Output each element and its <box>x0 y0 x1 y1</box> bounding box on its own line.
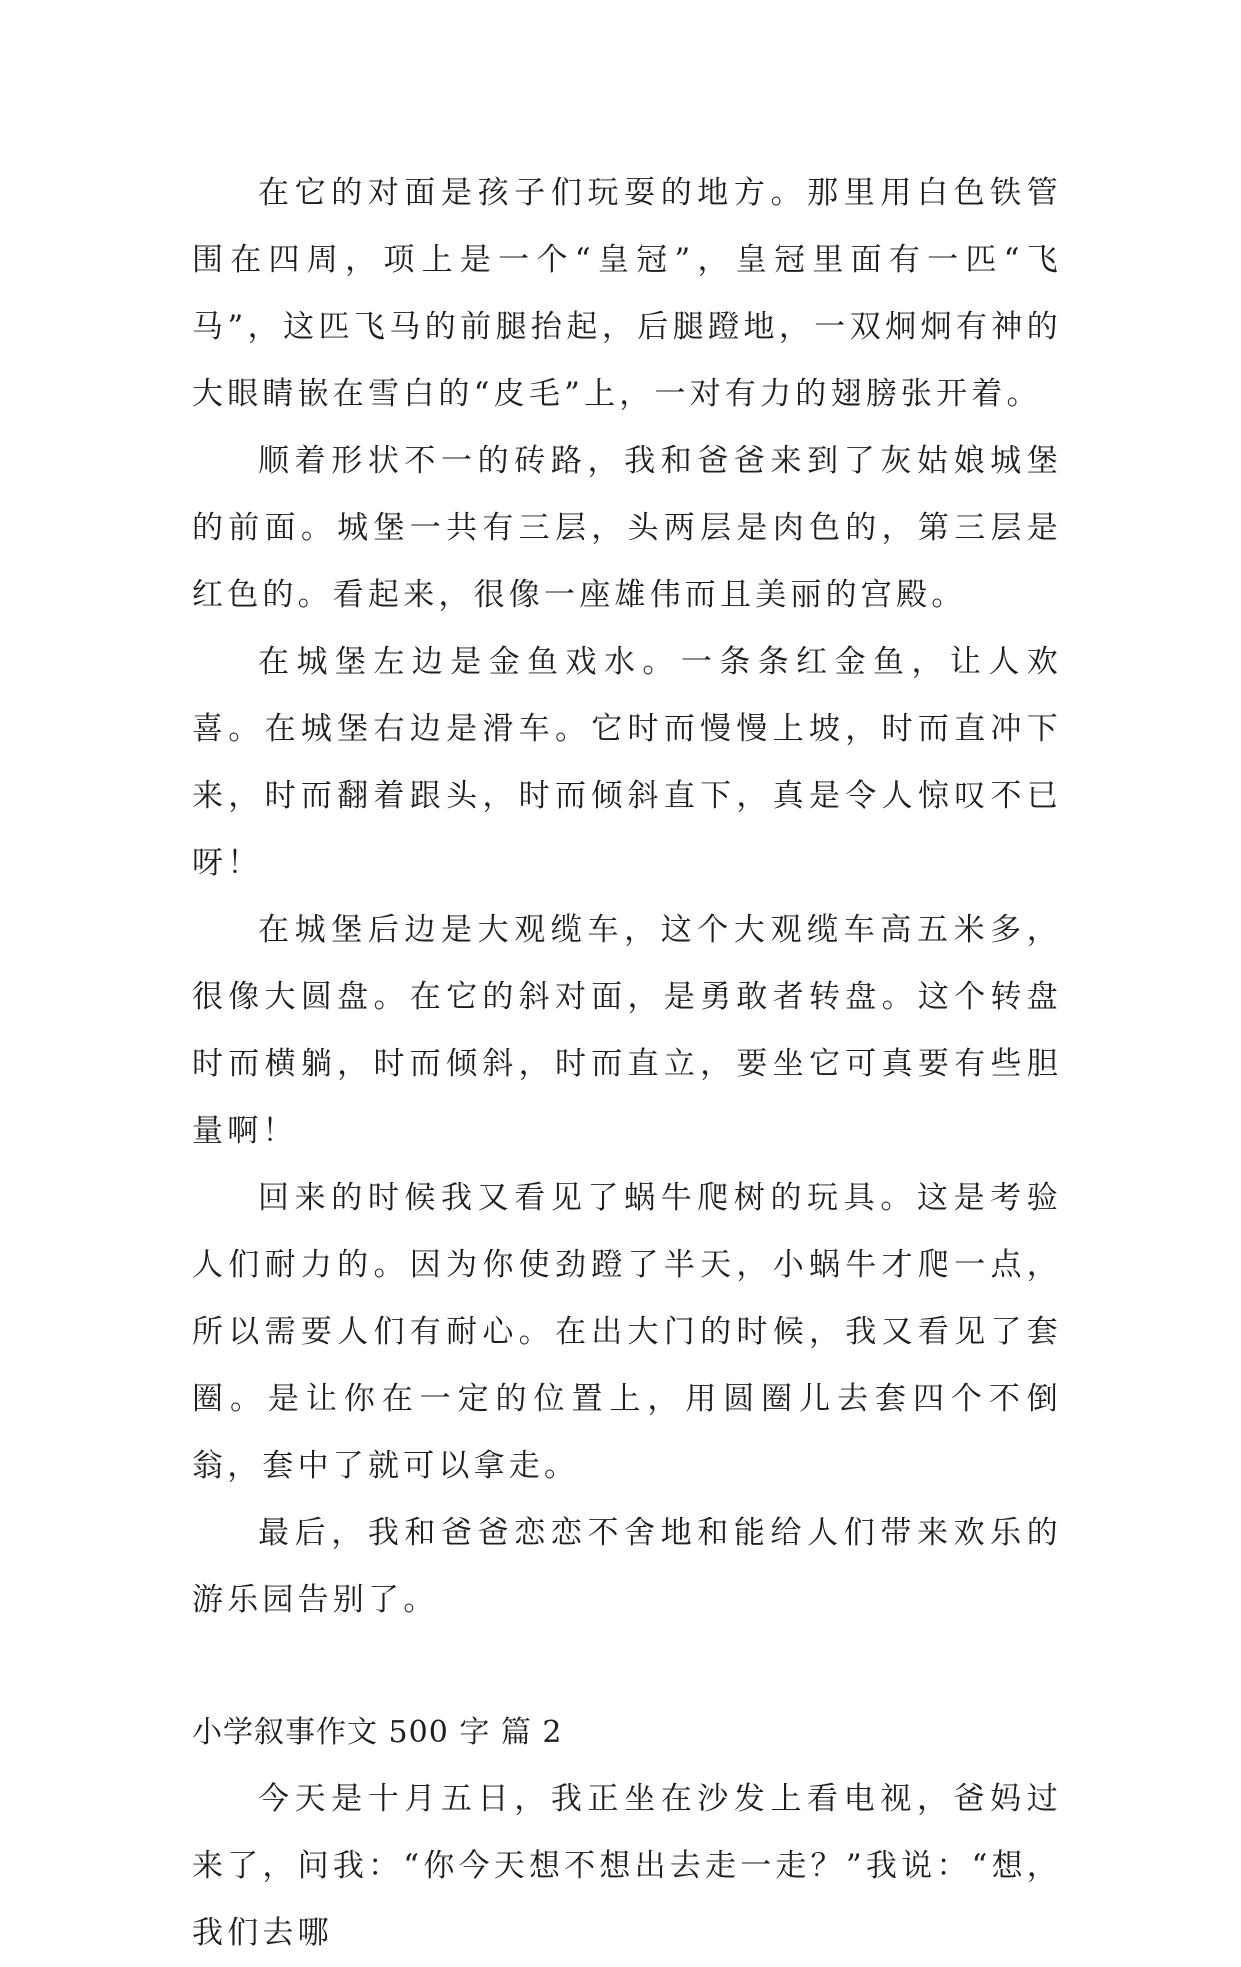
section-heading: 小学叙事作文 500 字 篇 2 <box>192 1715 563 1750</box>
paragraph-2: 顺着形状不一的砖路，我和爸爸来到了灰姑娘城堡的前面。城堡一共有三层，头两层是肉色的，第三层是红色的。看起来，很像一座雄伟而且美丽的宫殿。 <box>192 443 1062 613</box>
paragraph-3: 在城堡左边是金鱼戏水。一条条红金鱼，让人欢喜。在城堡右边是滑车。它时而慢慢上坡，时而直冲下来，时而翻着跟头，时而倾斜直下，真是令人惊叹不已呀！ <box>192 644 1062 881</box>
section-spacer <box>192 1634 1062 1700</box>
paragraph-5: 回来的时候我又看见了蜗牛爬树的玩具。这是考验人们耐力的。因为你使劲蹬了半天，小蜗牛才爬一点，所以需要人们有耐心。在出大门的时候，我又看见了套圈。是让你在一定的位置上，用圆圈儿去套四个不倒翁，套中了就可以拿走。 <box>192 1180 1062 1484</box>
document-body <box>192 160 1062 1967</box>
paragraph-4: 在城堡后边是大观缆车，这个大观缆车高五米多，很像大圆盘。在它的斜对面，是勇敢者转盘。这个转盘时而横躺，时而倾斜，时而直立，要坐它可真要有些胆量啊！ <box>192 912 1062 1149</box>
paragraph-1: 在它的对面是孩子们玩耍的地方。那里用白色铁管围在四周，项上是一个“皇冠”，皇冠里面有一匹“飞马”，这匹飞马的前腿抬起，后腿蹬地，一双炯炯有神的大眼睛嵌在雪白的“皮毛”上，一对有力的翅膀张开着。 <box>192 175 1062 412</box>
paragraph-6: 最后，我和爸爸恋恋不舍地和能给人们带来欢乐的游乐园告别了。 <box>192 1515 1062 1618</box>
section-paragraph-1: 今天是十月五日，我正坐在沙发上看电视，爸妈过来了，问我：“你今天想不想出去走一走？”我说：“想，我们去哪 <box>192 1781 1062 1951</box>
